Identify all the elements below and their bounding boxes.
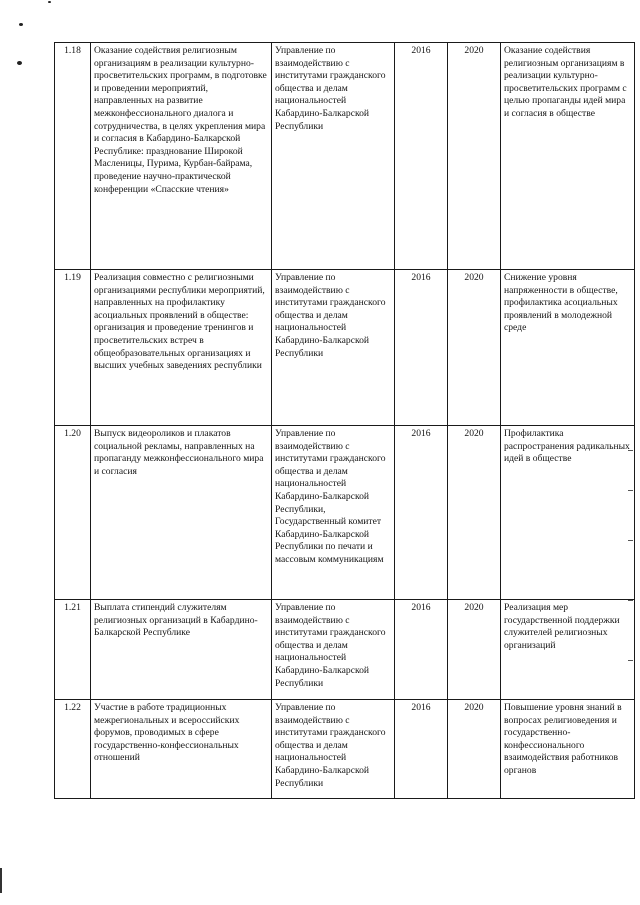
end-year: 2020 [448,270,501,426]
expected-result: Профилактика распространения радикальных идей в обществе [501,426,635,600]
event-description: Выплата стипендий служителям религиозных организаций в Кабардино-Балкарской Республике [91,600,272,700]
expected-result: Реализация мер государственной поддержки служителей религиозных организаций [501,600,635,700]
end-year: 2020 [448,43,501,270]
expected-result: Оказание содействия религиозным организациям в реализации культурно-просветительских программ с целью пропаганды идей мира и согласия в обществе [501,43,635,270]
table-row [55,426,635,600]
end-year: 2020 [448,426,501,600]
start-year: 2016 [395,270,448,426]
executor: Управление по взаимодействию с институтами гражданского общества и делам национальностей Кабардино-Балкарской Республики [272,270,395,426]
executor: Управление по взаимодействию с институтами гражданского общества и делам национальностей Кабардино-Балкарской Республики, Государственный комитет Кабардино-Балкарской Республики по печати и массовым коммуникациям [272,426,395,600]
executor: Управление по взаимодействию с институтами гражданского общества и делам национальностей Кабардино-Балкарской Республики [272,600,395,700]
start-year: 2016 [395,43,448,270]
table-row [55,43,635,270]
end-year: 2020 [448,600,501,700]
end-year: 2020 [448,700,501,799]
scan-speck [19,23,23,26]
executor: Управление по взаимодействию с институтами гражданского общества и делам национальностей Кабардино-Балкарской Республики [272,43,395,270]
expected-result: Повышение уровня знаний в вопросах религиоведения и государственно-конфессионального взаимодействия работников органов [501,700,635,799]
start-year: 2016 [395,700,448,799]
row-number: 1.19 [55,270,91,426]
scan-speck [17,61,22,65]
row-number: 1.18 [55,43,91,270]
program-events-table [54,42,635,799]
table-row [55,700,635,799]
row-number: 1.20 [55,426,91,600]
event-description: Выпуск видеороликов и плакатов социальной рекламы, направленных на пропаганду межконфессионального мира и согласия [91,426,272,600]
expected-result: Снижение уровня напряженности в обществе, профилактика асоциальных проявлений в молодежной среде [501,270,635,426]
event-description: Реализация совместно с религиозными организациями республики мероприятий, направленных на профилактику асоциальных проявлений в обществе: организация и проведение тренингов и просветительских встреч в общеобразовательных организациях и высших учебных заведениях республики [91,270,272,426]
scan-edge-line [0,868,2,893]
table-row [55,270,635,426]
row-number: 1.21 [55,600,91,700]
executor: Управление по взаимодействию с институтами гражданского общества и делам национальностей Кабардино-Балкарской Республики [272,700,395,799]
table-row [55,600,635,700]
row-number: 1.22 [55,700,91,799]
event-description: Участие в работе традиционных межрегиональных и всероссийских форумов, проводимых в сфере государственно-конфессиональных отношений [91,700,272,799]
start-year: 2016 [395,600,448,700]
start-year: 2016 [395,426,448,600]
event-description: Оказание содействия религиозным организациям в реализации культурно-просветительских программ, в подготовке и проведении мероприятий, направленных на развитие межконфессионального диалога и сотрудничества, в целях укрепления мира и согласия в Кабардино-Балкарской Республике: празднование Широкой Масленицы, Пурима, Курбан-байрама, проведение научно-практической конференции «Спасские чтения» [91,43,272,270]
scan-speck [48,1,51,3]
